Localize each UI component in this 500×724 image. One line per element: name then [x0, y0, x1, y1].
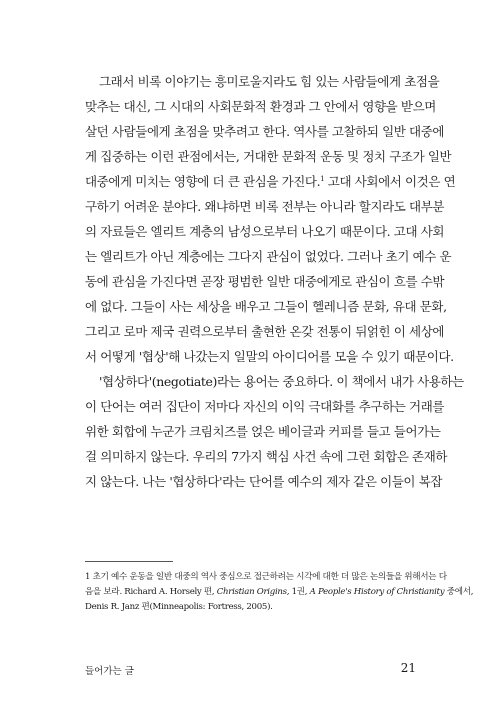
footnote-text: 음을 보라. Richard A. Horsely 편,: [85, 587, 215, 597]
text-line: 그리고 로마 제국 권력으로부터 출현한 온갖 전통이 뒤얽힌 이 세상에: [85, 324, 445, 339]
text-line: 동에 관심을 가진다면 곧장 평범한 일반 대중에게로 관심이 흐를 수밖: [85, 274, 445, 289]
text-line: 이 단어는 여러 집단이 저마다 자신의 이익 극대화를 추구하는 거래를: [85, 399, 445, 414]
text-line: 맞추는 대신, 그 시대의 사회문화적 환경과 그 안에서 영향을 받으며: [85, 99, 436, 114]
book-title: Christian Origins,: [216, 587, 290, 597]
text-line: 의 자료들은 엘리트 계층의 남성으로부터 나오기 때문이다. 고대 사회: [85, 224, 445, 239]
running-footer-label: 들어가는 글: [85, 666, 134, 677]
text-line: 지 않는다. 나는 '협상하다'라는 단어를 예수의 제자 같은 이들이 복잡: [85, 474, 443, 489]
footnote-text: 1권,: [289, 587, 308, 597]
text-segment: 대중에게 미치는 영향에 더 큰 관심을 가진다.: [85, 174, 321, 189]
text-line: 게 집중하는 이런 관점에서는, 거대한 문화적 운동 및 정치 구조가 일반: [85, 149, 452, 164]
text-line: 걸 의미하지 않는다. 우리의 7가지 핵심 사건 속에 그런 회합은 존재하: [85, 449, 448, 464]
footnote-divider: [85, 561, 173, 562]
text-line: 구하기 어려운 분야다. 왜냐하면 비록 전부는 아니라 할지라도 대부분: [85, 199, 445, 214]
body-text: [85, 69, 464, 494]
footnote-line: Denis R. Janz 편(Minneapolis: Fortress, 2005).: [85, 602, 273, 612]
text-line: 그래서 비록 이야기는 흥미로울지라도 힘 있는 사람들에게 초점을: [99, 74, 440, 89]
text-segment: 고대 사회에서 이것은 연: [324, 174, 456, 189]
text-line: [85, 169, 456, 194]
text-line: 는 엘리트가 아닌 계층에는 그다지 관심이 없었다. 그러나 초기 예수 운: [85, 249, 452, 264]
footnote-marker[interactable]: 1: [320, 174, 325, 183]
text-line: 살던 사람들에게 초점을 맞추려고 한다. 역사를 고찰하되 일반 대중에: [85, 124, 445, 139]
text-line: 위한 회합에 누군가 크림치즈를 얹은 베이글과 커피를 들고 들어가는: [85, 424, 441, 439]
text-line: 서 어떻게 '협상'해 나갔는지 일말의 아이디어를 모을 수 있기 때문이다.: [85, 349, 454, 364]
text-line: '협상하다'(negotiate)라는 용어는 중요하다. 이 책에서 내가 사용하는: [99, 374, 464, 389]
footnote-line: [85, 585, 474, 600]
page-number: 21: [400, 661, 416, 675]
book-title: A People's History of Christianity: [309, 587, 445, 597]
footnote: [85, 570, 474, 615]
footnote-line: 1 초기 예수 운동을 일반 대중의 역사 중심으로 접근하려는 시각에 대한 더 많은 논의들을 위해서는 다: [85, 572, 447, 582]
text-line: 에 없다. 그들이 사는 세상을 배우고 그들이 헬레니즘 문화, 유대 문화,: [85, 299, 447, 314]
footnote-text: 중에서,: [444, 587, 474, 597]
